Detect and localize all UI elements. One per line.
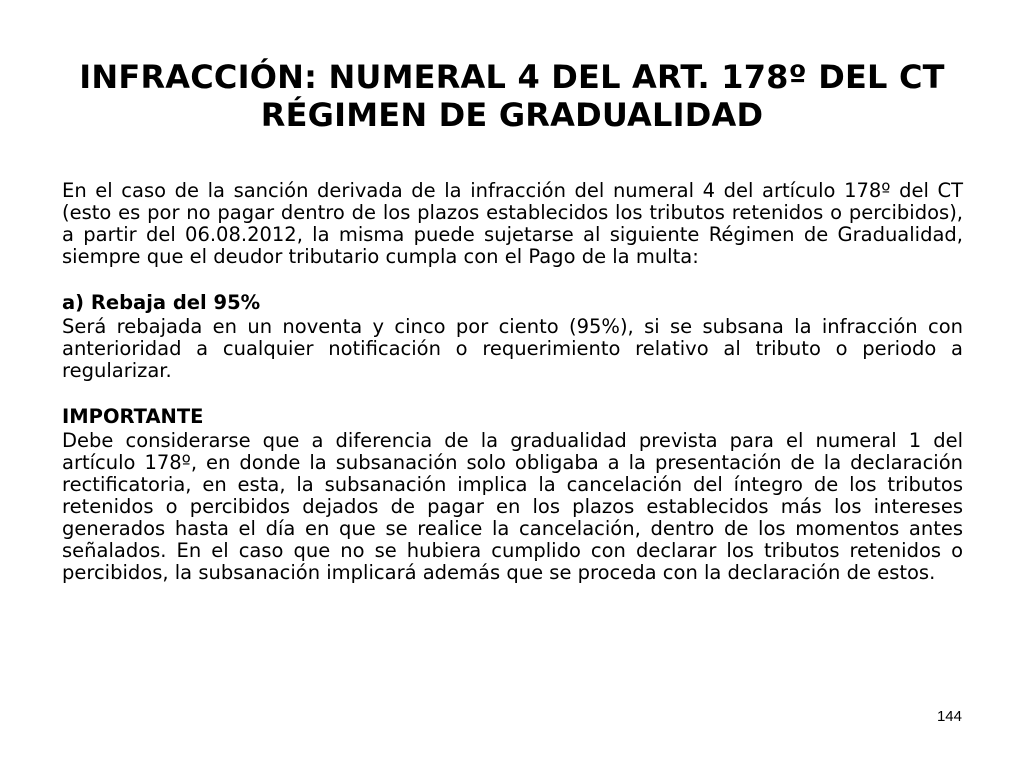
- slide-body: [62, 180, 963, 584]
- section-a-paragraph: Será rebajada en un noventa y cinco por ciento (95%), si se subsana la infracción con anterioridad a cualquier notificación o requerimiento relativo al tributo o periodo a regularizar.: [62, 315, 963, 382]
- important-paragraph: Debe considerarse que a diferencia de la gradualidad prevista para el numeral 1 del artículo 178º, en donde la subsanación solo obligaba a la presentación de la declaración rectificatoria, en esta, la subsanación implica la cancelación del íntegro de los tributos retenidos o percibidos dejados de pagar en los plazos establecidos más los intereses generados hasta el día en que se realice la cancelación, dentro de los momentos antes señalados. En el caso que no se hubiera cumplido con declarar los tributos retenidos o percibidos, la subsanación implicará además que se proceda con la declaración de estos.: [62, 429, 963, 584]
- page-number: 144: [936, 708, 962, 725]
- section-a-heading: a) Rebaja del 95%: [62, 291, 261, 314]
- important-heading: IMPORTANTE: [62, 405, 204, 428]
- slide-title: [40, 58, 984, 134]
- title-line-2: RÉGIMEN DE GRADUALIDAD: [260, 96, 764, 134]
- title-line-1: INFRACCIÓN: NUMERAL 4 DEL ART. 178º DEL CT: [79, 58, 945, 96]
- intro-paragraph: En el caso de la sanción derivada de la infracción del numeral 4 del artículo 178º del CT (esto es por no pagar dentro de los plazos establecidos los tributos retenidos o percibidos), a partir del 06.08.2012, la misma puede sujetarse al siguiente Régimen de Gradualidad, siempre que el deudor tributario cumpla con el Pago de la multa:: [62, 179, 963, 268]
